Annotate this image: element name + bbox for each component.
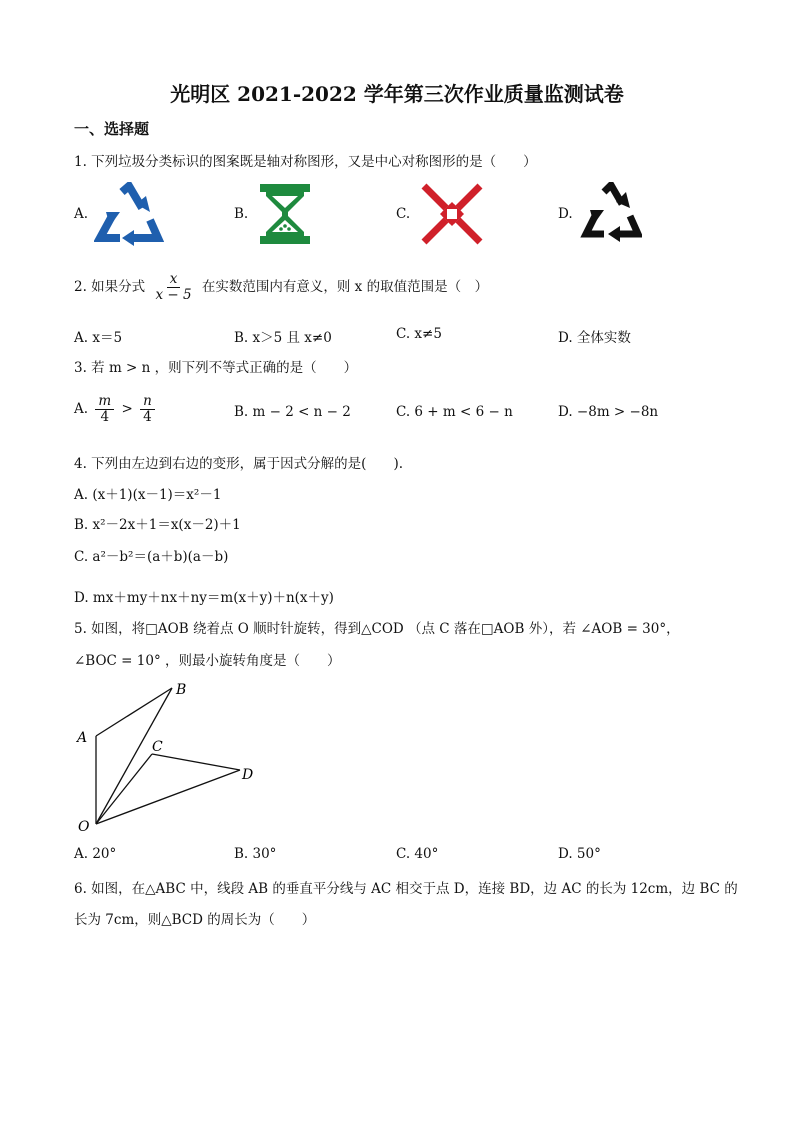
- q3-option-b: B. m − 2 < n − 2: [234, 404, 351, 420]
- q1-option-d-label: D.: [558, 206, 573, 222]
- point-label-B: B: [176, 682, 187, 698]
- q5-option-b: B. 30°: [234, 846, 277, 862]
- q2-option-b: B. x＞5 且 x≠0: [234, 330, 332, 346]
- q4-option-c: C. a²－b²＝(a＋b)(a－b): [74, 549, 229, 565]
- question-4-stem: 4. 下列由左边到右边的变形，属于因式分解的是( ).: [74, 456, 403, 472]
- question-3-stem: 3. 若 m > n ，则下列不等式正确的是（ ）: [74, 360, 358, 376]
- q5-rotation-figure: [70, 676, 270, 838]
- q3-option-a-label: A.: [74, 400, 89, 417]
- q3-a-operator: >: [121, 400, 133, 417]
- q5-option-a: A. 20°: [74, 846, 117, 862]
- q3-option-d: D. −8m > −8n: [558, 404, 659, 420]
- q3-option-a: [74, 394, 158, 425]
- q3-a-den1: 4: [100, 408, 110, 425]
- q3-a-fraction-left: [95, 394, 114, 425]
- question-2-stem: [74, 272, 488, 303]
- point-label-D: D: [242, 767, 254, 783]
- q5-option-d: D. 50°: [558, 846, 601, 862]
- red-cross-arrows-icon: [420, 182, 484, 246]
- q1-option-c-label: C.: [396, 206, 411, 222]
- question-1-stem: 1. 下列垃圾分类标识的图案既是轴对称图形，又是中心对称图形的是（ ）: [74, 154, 537, 170]
- point-label-O: O: [78, 819, 90, 835]
- q3-option-c: C. 6 + m < 6 − n: [396, 404, 513, 420]
- segment-CD: [152, 754, 240, 770]
- question-6-line2: 长为 7cm，则△BCD 的周长为（ ）: [74, 912, 316, 928]
- q2-option-a: A. x＝5: [74, 330, 123, 346]
- q2-post-text: 在实数范围内有意义，则 x 的取值范围是（ ）: [201, 278, 489, 295]
- segment-AB: [96, 688, 172, 736]
- question-5-line1: 5. 如图，将□AOB 绕着点 O 顺时针旋转，得到△COD （点 C 落在□AOB 外），若 ∠AOB = 30°，: [74, 621, 680, 637]
- q4-option-d: D. mx＋my＋nx＋ny＝m(x＋y)＋n(x＋y): [74, 590, 334, 606]
- q2-option-c: C. x≠5: [396, 326, 442, 342]
- recycle-triangle-blue-icon: [94, 182, 164, 246]
- q4-option-a: A. (x＋1)(x－1)＝x²－1: [74, 487, 222, 503]
- q3-a-num1: m: [95, 394, 114, 410]
- hourglass-green-icon: [258, 182, 312, 246]
- q3-a-num2: n: [140, 394, 155, 410]
- q2-fraction: [152, 272, 194, 303]
- recycle-black-icon: [580, 182, 642, 244]
- q3-a-fraction-right: [140, 394, 155, 425]
- section-heading: 一、选择题: [74, 120, 150, 138]
- page-title: 光明区 2021-2022 学年第三次作业质量监测试卷: [170, 82, 624, 106]
- q2-frac-numerator: x: [167, 272, 181, 288]
- q5-option-c: C. 40°: [396, 846, 439, 862]
- q2-pre-text: 2. 如果分式: [74, 278, 146, 295]
- q4-option-b: B. x²－2x＋1＝x(x－2)＋1: [74, 517, 241, 533]
- question-5-line2: ∠BOC = 10° ，则最小旋转角度是（ ）: [74, 653, 341, 669]
- q1-option-a-label: A.: [74, 206, 89, 222]
- q2-frac-denominator: x − 5: [155, 286, 192, 303]
- point-label-C: C: [152, 739, 163, 755]
- question-6-line1: 6. 如图，在△ABC 中，线段 AB 的垂直平分线与 AC 相交于点 D，连接 BD，边 AC 的长为 12cm，边 BC 的: [74, 881, 738, 897]
- q1-option-b-label: B.: [234, 206, 249, 222]
- point-label-A: A: [77, 730, 88, 746]
- q2-option-d: D. 全体实数: [558, 330, 631, 346]
- q3-a-den2: 4: [143, 408, 152, 425]
